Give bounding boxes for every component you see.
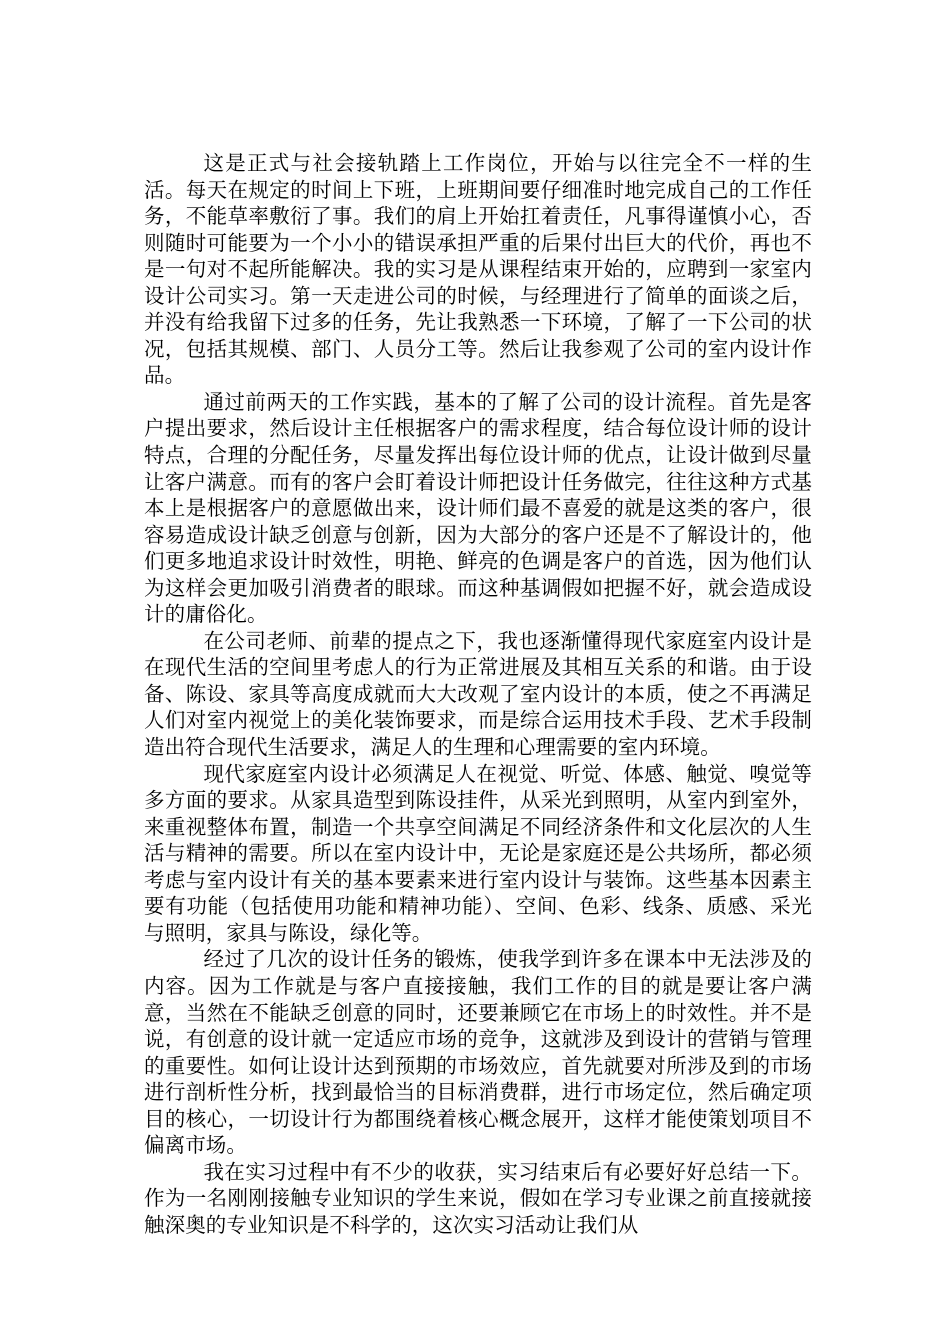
- paragraph-2: 通过前两天的工作实践，基本的了解了公司的设计流程。首先是客户提出要求，然后设计主任根据客户的需求程度，结合每位设计师的设计特点，合理的分配任务，尽量发挥出每位设计师的优点，让设计做到尽量让客户满意。而有的客户会盯着设计师把设计任务做完，往往这种方式基本上是根据客户的意愿做出来，设计师们最不喜爱的就是这类的客户，很容易造成设计缺乏创意与创新，因为大部分的客户还是不了解设计的，他们更多地追求设计时效性，明艳、鲜亮的色调是客户的首选，因为他们认为这样会更加吸引消费者的眼球。而这种基调假如把握不好，就会造成设计的庸俗化。: [144, 389, 812, 627]
- paragraph-4: 现代家庭室内设计必须满足人在视觉、听觉、体感、触觉、嗅觉等多方面的要求。从家具造型到陈设挂件，从采光到照明，从室内到室外，来重视整体布置，制造一个共享空间满足不同经济条件和文化层次的人生活与精神的需要。所以在室内设计中，无论是家庭还是公共场所，都必须考虑与室内设计有关的基本要素来进行室内设计与装饰。这些基本因素主要有功能（包括使用功能和精神功能）、空间、色彩、线条、质感、采光与照明，家具与陈设，绿化等。: [144, 761, 812, 945]
- paragraph-5: 经过了几次的设计任务的锻炼，使我学到许多在课本中无法涉及的内容。因为工作就是与客户直接接触，我们工作的目的就是要让客户满意，当然在不能缺乏创意的同时，还要兼顾它在市场上的时效性。并不是说，有创意的设计就一定适应市场的竞争，这就涉及到设计的营销与管理的重要性。如何让设计达到预期的市场效应，首先就要对所涉及到的市场进行剖析性分析，找到最恰当的目标消费群，进行市场定位，然后确定项目的核心，一切设计行为都围绕着核心概念展开，这样才能使策划项目不偏离市场。: [144, 947, 812, 1158]
- paragraph-6: 我在实习过程中有不少的收获，实习结束后有必要好好总结一下。作为一名刚刚接触专业知识的学生来说，假如在学习专业课之前直接就接触深奥的专业知识是不科学的，这次实习活动让我们从: [144, 1159, 812, 1237]
- paragraph-3: 在公司老师、前辈的提点之下，我也逐渐懂得现代家庭室内设计是在现代生活的空间里考虑人的行为正常进展及其相互关系的和谐。由于设备、陈设、家具等高度成就而大大改观了室内设计的本质，使之不再满足人们对室内视觉上的美化装饰要求，而是综合运用技术手段、艺术手段制造出符合现代生活要求，满足人的生理和心理需要的室内环境。: [144, 628, 812, 760]
- paragraph-1: 这是正式与社会接轨踏上工作岗位，开始与以往完全不一样的生活。每天在规定的时间上下班，上班期间要仔细准时地完成自己的工作任务，不能草率敷衍了事。我们的肩上开始扛着责任，凡事得谨慎小心，否则随时可能要为一个小小的错误承担严重的后果付出巨大的代价，再也不是一句对不起所能解决。我的实习是从课程结束开始的，应聘到一家室内设计公司实习。第一天走进公司的时候，与经理进行了简单的面谈之后，并没有给我留下过多的任务，先让我熟悉一下环境，了解了一下公司的状况，包括其规模、部门、人员分工等。然后让我参观了公司的室内设计作品。: [144, 151, 812, 388]
- document-body: [144, 150, 812, 1238]
